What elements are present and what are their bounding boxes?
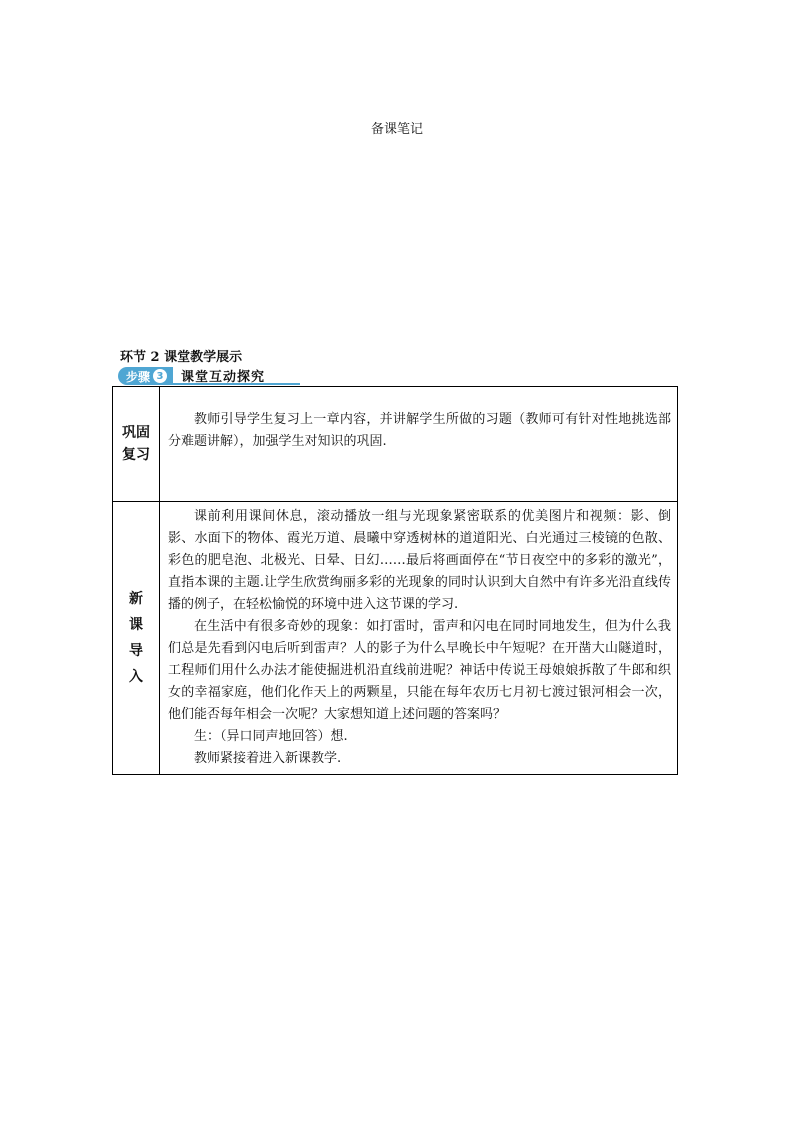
lesson-table [112,386,678,775]
step-title: 课堂互动探究 [173,367,300,385]
table-row-review [113,387,678,502]
paragraph: 在生活中有很多奇妙的现象：如打雷时，雷声和闪电在同时同地发生，但为什么我们总是先看到闪电后听到雷声？人的影子为什么早晚长中午短呢？在开凿大山隧道时，工程师们用什么办法才能使掘进机沿直线前进呢？神话中传说王母娘娘拆散了牛郎和织女的幸福家庭，他们化作天上的两颗星，只能在每年农历七月初七渡过银河相会一次，他们能否每年相会一次呢？大家想知道上述问题的答案吗？ [168,619,671,722]
section-heading: 环节 2 课堂教学展示 [120,350,243,365]
table-row-intro [113,502,678,775]
paragraph: 教师引导学生复习上一章内容，并讲解学生所做的习题（教师可有针对性地挑选部分难题讲解），加强学生对知识的巩固. [168,412,671,449]
row-label-intro [113,502,160,775]
row-label-text: 新 课 导 入 [129,591,143,685]
step-pill [118,367,173,385]
page-title: 备课笔记 [370,122,423,137]
paragraph: 生：（异口同声地回答）想. [194,729,348,744]
row-content-review [160,387,678,502]
paragraph: 课前利用课间休息，滚动播放一组与光现象紧密联系的优美图片和视频：影、倒影、水面下的物体、霞光万道、晨曦中穿透树林的道道阳光、白光通过三棱镜的色散、彩色的肥皂泡、北极光、日晕、日幻……最后将画面停在“节日夜空中的多彩的激光”，直指本课的主题.让学生欣赏绚丽多彩的光现象的同时认识到大自然中有许多光沿直线传播的例子，在轻松愉悦的环境中进入这节课的学习. [168,509,671,612]
paragraph: 教师紧接着进入新课教学. [194,751,342,766]
row-label-text: 巩固 复习 [122,425,150,463]
step-label: 步骤 [126,369,151,384]
step-banner [118,367,300,385]
step-number-badge: 3 [153,369,167,383]
row-content-intro [160,502,678,775]
row-label-review [113,387,160,502]
